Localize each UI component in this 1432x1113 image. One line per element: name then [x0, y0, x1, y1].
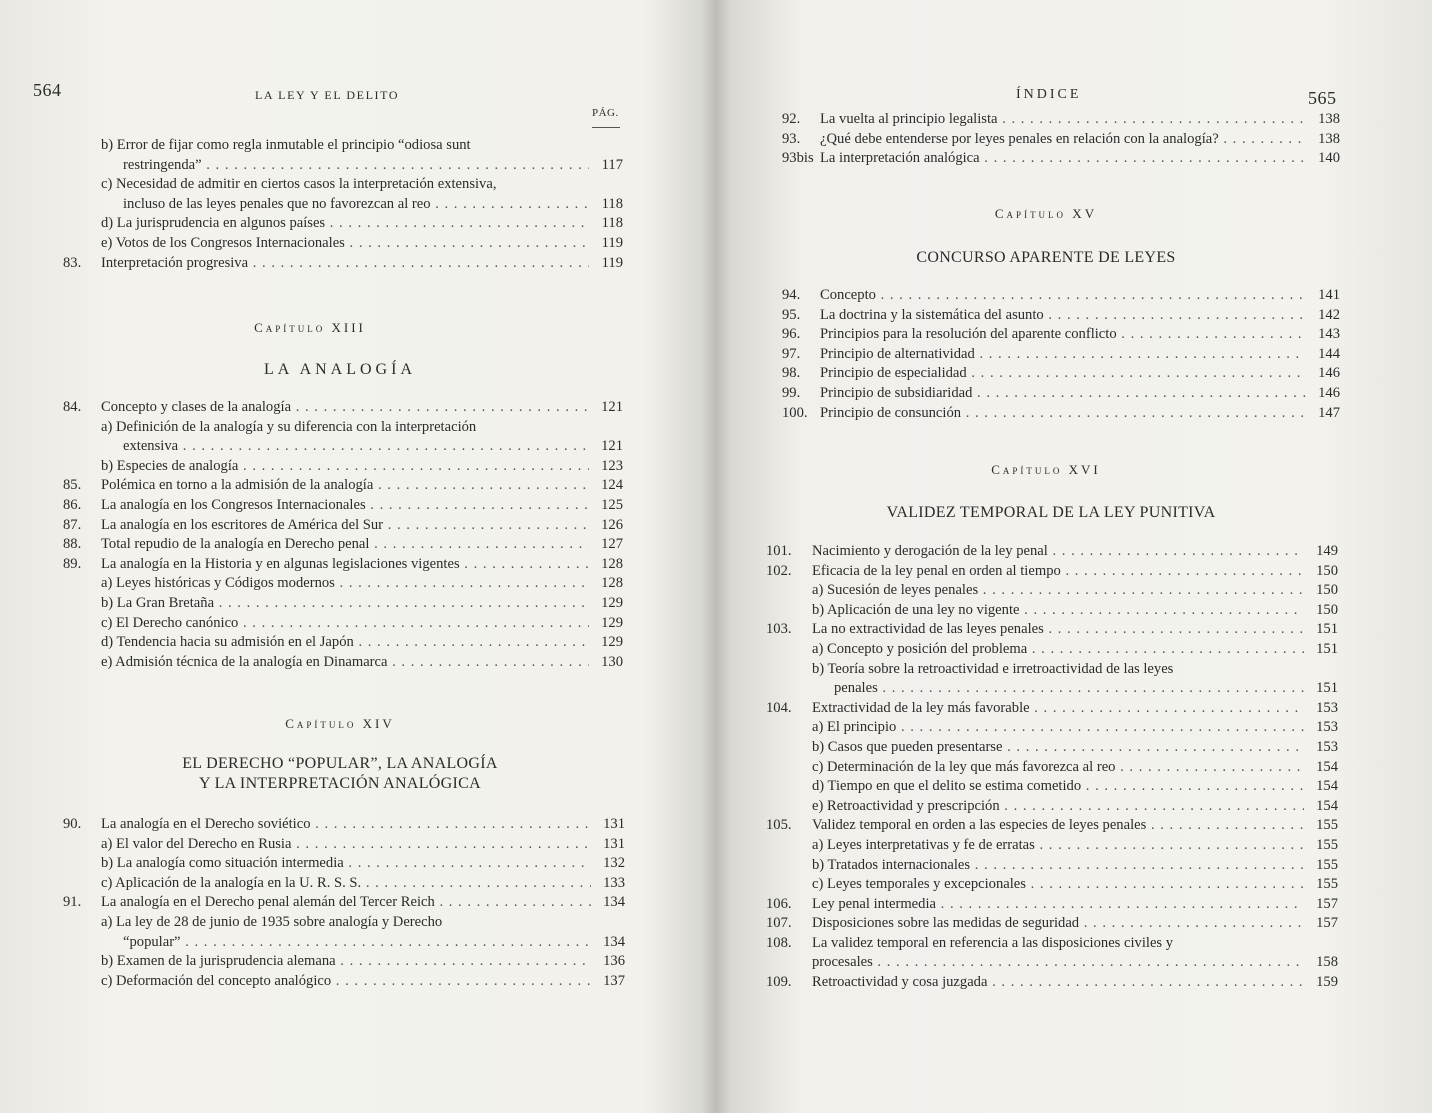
toc-entry-text: d) Tendencia hacia su admisión en el Japón . . . — [101, 633, 589, 653]
toc-block-right-top — [782, 110, 1340, 169]
toc-entry-number: 99. — [782, 384, 801, 401]
toc-entry-page: 119 — [601, 254, 623, 271]
toc-entry-page: 117 — [601, 156, 623, 173]
toc-entry-text: Polémica en torno a la admisión de la analogía . . . — [101, 476, 589, 496]
toc-entry — [63, 418, 623, 457]
toc-entry-text: Concepto y clases de la analogía . . . — [101, 398, 589, 418]
right-running-title: ÍNDICE — [1016, 87, 1082, 102]
toc-entry-text: Principio de subsidiaridad . . . — [820, 384, 1306, 404]
toc-entry-page: 126 — [601, 516, 623, 533]
chapter-13-label: Capítulo XIII — [254, 320, 366, 335]
toc-entry-page: 149 — [1316, 543, 1338, 559]
toc-entry-page: 127 — [601, 536, 623, 553]
toc-entry-number: 86. — [63, 496, 82, 513]
toc-entry — [766, 934, 1338, 973]
toc-entry-page: 131 — [603, 816, 625, 832]
toc-entry — [766, 777, 1338, 797]
toc-entry-text: c) Leyes temporales y excepcionales . . . — [812, 875, 1304, 895]
toc-entry — [782, 130, 1340, 150]
toc-entry-page: 137 — [603, 972, 625, 989]
toc-entry-text: Validez temporal en orden a las especies de leyes penales . . . — [812, 816, 1304, 836]
toc-entry — [63, 175, 623, 214]
toc-entry-page: 142 — [1318, 306, 1340, 323]
toc-entry-text: La validez temporal en referencia a las disposiciones civiles y — [812, 934, 1174, 951]
toc-entry-text: c) El Derecho canónico . . . — [101, 614, 589, 634]
toc-entry-text: La doctrina y la sistemática del asunto . . . — [820, 306, 1306, 326]
toc-entry-text: Principio de consunción . . . — [820, 404, 1306, 424]
toc-entry-page: 129 — [601, 614, 623, 631]
toc-entry-page: 154 — [1316, 778, 1338, 795]
chapter-15-title: CONCURSO APARENTE DE LEYES — [916, 249, 1176, 266]
toc-entry — [63, 234, 623, 254]
toc-entry-page: 151 — [1316, 680, 1338, 697]
toc-entry-page: 153 — [1316, 738, 1338, 755]
toc-entry-page: 118 — [601, 215, 623, 232]
toc-entry — [63, 653, 623, 673]
toc-entry-text: a) El valor del Derecho en Rusia . . . — [101, 835, 591, 855]
toc-entry-text: Disposiciones sobre las medidas de seguridad . . . — [812, 914, 1304, 934]
toc-entry — [63, 254, 623, 274]
chapter-13-title: LA ANALOGÍA — [264, 361, 416, 378]
toc-entry-text: a) Concepto y posición del problema . . . — [812, 640, 1304, 660]
toc-entry — [63, 835, 625, 855]
toc-entry-number: 108. — [766, 934, 792, 951]
toc-entry — [63, 136, 623, 175]
toc-entry-text: La analogía en los escritores de América del Sur . . . — [101, 516, 589, 536]
toc-entry-text: b) La analogía como situación intermedia . . . — [101, 854, 591, 874]
chapter-16-title: VALIDEZ TEMPORAL DE LA LEY PUNITIVA — [886, 504, 1216, 521]
toc-entry — [63, 516, 623, 536]
toc-entry-page: 141 — [1318, 287, 1340, 303]
toc-entry-page: 154 — [1316, 797, 1338, 814]
toc-entry-page: 130 — [601, 653, 623, 670]
toc-entry — [63, 535, 623, 555]
toc-entry-page: 129 — [601, 634, 623, 651]
toc-entry — [766, 542, 1338, 562]
toc-entry-number: 96. — [782, 326, 801, 343]
toc-entry-page: 138 — [1318, 111, 1340, 127]
toc-entry-text: e) Admisión técnica de la analogía en Dinamarca . . . — [101, 653, 589, 673]
toc-entry-page: 147 — [1318, 404, 1340, 421]
toc-entry — [63, 614, 623, 634]
toc-entry-page: 124 — [601, 477, 623, 494]
toc-entry — [766, 699, 1338, 719]
toc-entry-text: Retroactividad y cosa juzgada . . . — [812, 973, 1304, 993]
toc-entry-text: procesales . . . — [812, 953, 1304, 973]
toc-entry — [766, 718, 1338, 738]
toc-entry-page: 154 — [1316, 758, 1338, 775]
toc-entry-text: d) La jurisprudencia en algunos países . . . — [101, 214, 589, 234]
toc-entry-number: 94. — [782, 287, 801, 303]
toc-entry-page: 146 — [1318, 384, 1340, 401]
toc-entry — [766, 816, 1338, 836]
toc-entry — [63, 952, 625, 972]
toc-entry-page: 143 — [1318, 326, 1340, 343]
toc-entry-text: Concepto . . . — [820, 286, 1306, 306]
toc-entry-number: 109. — [766, 974, 792, 991]
toc-entry-text: La vuelta al principio legalista . . . — [820, 110, 1306, 130]
toc-entry-page: 157 — [1316, 915, 1338, 932]
toc-entry-text: Interpretación progresiva . . . — [101, 254, 589, 274]
toc-entry-number: 85. — [63, 477, 82, 494]
toc-entry-text: b) Examen de la jurisprudencia alemana . . . — [101, 952, 591, 972]
toc-entry-text: e) Votos de los Congresos Internacionales . . . — [101, 234, 589, 254]
toc-entry-page: 132 — [603, 855, 625, 872]
toc-entry-text: c) Determinación de la ley que más favorezca al reo . . . — [812, 758, 1304, 778]
toc-entry-text: a) Sucesión de leyes penales . . . — [812, 581, 1304, 601]
toc-entry-number: 100. — [782, 404, 808, 421]
toc-entry — [766, 758, 1338, 778]
toc-entry-text: Principio de especialidad . . . — [820, 364, 1306, 384]
toc-entry — [766, 660, 1338, 699]
toc-entry-text: Ley penal intermedia . . . — [812, 895, 1304, 915]
toc-entry — [63, 476, 623, 496]
toc-entry-page: 151 — [1316, 621, 1338, 638]
toc-entry-text: e) Retroactividad y prescripción . . . — [812, 797, 1304, 817]
toc-entry — [766, 738, 1338, 758]
right-page — [716, 0, 1432, 1113]
toc-entry — [782, 384, 1340, 404]
toc-entry-text: Eficacia de la ley penal en orden al tiempo . . . — [812, 562, 1304, 582]
toc-entry-page: 133 — [603, 874, 625, 891]
toc-entry-number: 84. — [63, 399, 82, 415]
toc-entry — [782, 325, 1340, 345]
toc-entry-page: 128 — [601, 575, 623, 592]
toc-entry-text: penales . . . — [834, 679, 1304, 699]
toc-entry — [63, 496, 623, 516]
toc-entry-text: b) La Gran Bretaña . . . — [101, 594, 589, 614]
toc-entry-page: 153 — [1316, 699, 1338, 716]
toc-entry-page: 134 — [603, 894, 625, 911]
toc-entry-number: 95. — [782, 306, 801, 323]
right-page-number: 565 — [1308, 88, 1337, 108]
toc-entry-page: 150 — [1316, 601, 1338, 618]
toc-entry-text: a) Leyes interpretativas y fe de erratas . . . — [812, 836, 1304, 856]
toc-entry — [782, 306, 1340, 326]
toc-entry — [63, 214, 623, 234]
toc-entry-page: 129 — [601, 594, 623, 611]
chapter-14-title-line1: EL DERECHO “POPULAR”, LA ANALOGÍA — [182, 755, 498, 772]
toc-entry-text: a) Leyes históricas y Códigos modernos . . . — [101, 574, 589, 594]
toc-entry-number: 88. — [63, 536, 82, 553]
toc-entry-number: 90. — [63, 816, 82, 832]
toc-entry-page: 144 — [1318, 345, 1340, 362]
toc-entry — [63, 815, 625, 835]
toc-entry — [63, 972, 625, 992]
toc-entry — [782, 345, 1340, 365]
toc-entry-page: 131 — [603, 835, 625, 852]
toc-entry-page: 150 — [1316, 582, 1338, 599]
toc-entry — [766, 914, 1338, 934]
toc-entry-text: Total repudio de la analogía en Derecho penal . . . — [101, 535, 589, 555]
toc-entry — [782, 404, 1340, 424]
toc-entry-text: c) Necesidad de admitir en ciertos casos la interpretación extensiva, — [101, 176, 497, 193]
toc-entry-text: La analogía en los Congresos Internacionales . . . — [101, 496, 589, 516]
toc-entry-page: 125 — [601, 496, 623, 513]
toc-entry — [63, 457, 623, 477]
toc-entry — [63, 854, 625, 874]
toc-entry-page: 138 — [1318, 130, 1340, 147]
toc-entry-number: 102. — [766, 562, 792, 579]
toc-entry-page: 118 — [601, 195, 623, 212]
toc-entry — [782, 286, 1340, 306]
toc-entry-page: 155 — [1316, 876, 1338, 893]
toc-entry-text: d) Tiempo en que el delito se estima cometido . . . — [812, 777, 1304, 797]
chapter-15-label: Capítulo XV — [994, 206, 1098, 221]
toc-entry — [766, 620, 1338, 640]
toc-entry-number: 83. — [63, 254, 82, 271]
toc-entry-text: c) Aplicación de la analogía en la U. R. S. S. . . . — [101, 874, 591, 894]
toc-entry — [766, 581, 1338, 601]
toc-entry-number: 107. — [766, 915, 792, 932]
toc-block-chapter-14 — [63, 815, 625, 991]
toc-entry — [63, 633, 623, 653]
toc-entry-page: 140 — [1318, 150, 1340, 167]
toc-entry-text: b) Aplicación de una ley no vigente . . . — [812, 601, 1304, 621]
toc-entry — [782, 149, 1340, 169]
left-page-number: 564 — [33, 80, 62, 100]
toc-entry-number: 93. — [782, 130, 801, 147]
toc-entry — [766, 875, 1338, 895]
toc-entry-number: 93bis — [782, 150, 814, 167]
toc-entry-text: restringenda” . . . — [123, 156, 589, 176]
toc-entry-page: 136 — [603, 953, 625, 970]
toc-entry-number: 104. — [766, 699, 792, 716]
toc-entry-number: 103. — [766, 621, 792, 638]
toc-entry — [63, 574, 623, 594]
toc-entry-page: 151 — [1316, 640, 1338, 657]
toc-block-chapter-15 — [782, 286, 1340, 423]
toc-entry-text: La analogía en el Derecho soviético . . . — [101, 815, 591, 835]
toc-entry — [766, 895, 1338, 915]
toc-entry-text: b) Especies de analogía . . . — [101, 457, 589, 477]
toc-entry-text: a) Definición de la analogía y su diferencia con la interpretación — [101, 418, 477, 435]
toc-entry — [782, 364, 1340, 384]
toc-block-chapter-16 — [766, 542, 1338, 993]
toc-entry-text: b) Tratados internacionales . . . — [812, 856, 1304, 876]
toc-entry-text: ¿Qué debe entenderse por leyes penales en relación con la analogía? . . . — [820, 130, 1306, 150]
toc-entry-number: 87. — [63, 516, 82, 533]
toc-entry-number: 98. — [782, 365, 801, 382]
toc-entry-text: “popular” . . . — [123, 933, 591, 953]
toc-entry-text: b) Teoría sobre la retroactividad e irretroactividad de las leyes — [812, 660, 1174, 677]
toc-entry-page: 155 — [1316, 817, 1338, 834]
toc-entry-number: 105. — [766, 817, 792, 834]
toc-entry-text: extensiva . . . — [123, 437, 589, 457]
toc-entry — [63, 893, 625, 913]
toc-entry-number: 91. — [63, 894, 82, 911]
toc-block-left-top — [63, 136, 623, 273]
toc-entry-page: 153 — [1316, 719, 1338, 736]
toc-entry — [766, 836, 1338, 856]
toc-entry — [63, 874, 625, 894]
toc-entry-number: 101. — [766, 543, 792, 559]
toc-entry-page: 123 — [601, 457, 623, 474]
toc-entry — [766, 856, 1338, 876]
toc-entry-number: 97. — [782, 345, 801, 362]
toc-entry-page: 159 — [1316, 974, 1338, 991]
toc-entry-text: Extractividad de la ley más favorable . . . — [812, 699, 1304, 719]
toc-entry-page: 134 — [603, 933, 625, 950]
toc-entry — [63, 398, 623, 418]
toc-entry — [766, 640, 1338, 660]
toc-entry-page: 155 — [1316, 836, 1338, 853]
toc-entry — [782, 110, 1340, 130]
toc-block-chapter-13 — [63, 398, 623, 672]
toc-entry-page: 128 — [601, 555, 623, 572]
toc-entry-page: 155 — [1316, 856, 1338, 873]
toc-entry-page: 150 — [1316, 562, 1338, 579]
pag-label: PÁG. — [592, 107, 619, 119]
toc-entry-number: 106. — [766, 895, 792, 912]
toc-entry — [63, 913, 625, 952]
toc-entry-text: incluso de las leyes penales que no favorezcan al reo . . . — [123, 195, 589, 215]
toc-entry — [766, 562, 1338, 582]
chapter-14-label: Capítulo XIV — [285, 716, 395, 731]
toc-entry-text: a) El principio . . . — [812, 718, 1304, 738]
toc-entry-page: 121 — [601, 438, 623, 455]
toc-entry-text: c) Deformación del concepto analógico . . . — [101, 972, 591, 992]
toc-entry-text: La analogía en la Historia y en algunas legislaciones vigentes . . . — [101, 555, 589, 575]
toc-entry-number: 92. — [782, 111, 801, 127]
toc-entry — [63, 594, 623, 614]
toc-entry-text: b) Casos que pueden presentarse . . . — [812, 738, 1304, 758]
chapter-14-title-line2: Y LA INTERPRETACIÓN ANALÓGICA — [199, 775, 481, 792]
toc-entry — [63, 555, 623, 575]
toc-entry-text: La no extractividad de las leyes penales . . . — [812, 620, 1304, 640]
chapter-16-label: Capítulo XVI — [991, 462, 1101, 477]
toc-entry-page: 121 — [601, 399, 623, 415]
toc-entry-text: Principio de alternatividad . . . — [820, 345, 1306, 365]
toc-entry-text: a) La ley de 28 de junio de 1935 sobre analogía y Derecho — [101, 913, 443, 930]
toc-entry-text: La analogía en el Derecho penal alemán del Tercer Reich . . . — [101, 893, 591, 913]
toc-entry-page: 119 — [601, 234, 623, 251]
toc-entry-text: Nacimiento y derogación de la ley penal . . . — [812, 542, 1304, 562]
toc-entry-page: 157 — [1316, 895, 1338, 912]
toc-entry-number: 89. — [63, 555, 82, 572]
toc-entry-page: 158 — [1316, 954, 1338, 971]
toc-entry-page: 146 — [1318, 365, 1340, 382]
pag-rule — [592, 127, 620, 128]
toc-entry — [766, 973, 1338, 993]
left-running-title: LA LEY Y EL DELITO — [255, 88, 400, 102]
toc-entry-text: La interpretación analógica . . . — [820, 149, 1306, 169]
toc-entry — [766, 601, 1338, 621]
toc-entry-text: Principios para la resolución del aparente conflicto . . . — [820, 325, 1306, 345]
toc-entry — [766, 797, 1338, 817]
toc-entry-text: b) Error de fijar como regla inmutable el principio “odiosa sunt — [101, 137, 471, 153]
